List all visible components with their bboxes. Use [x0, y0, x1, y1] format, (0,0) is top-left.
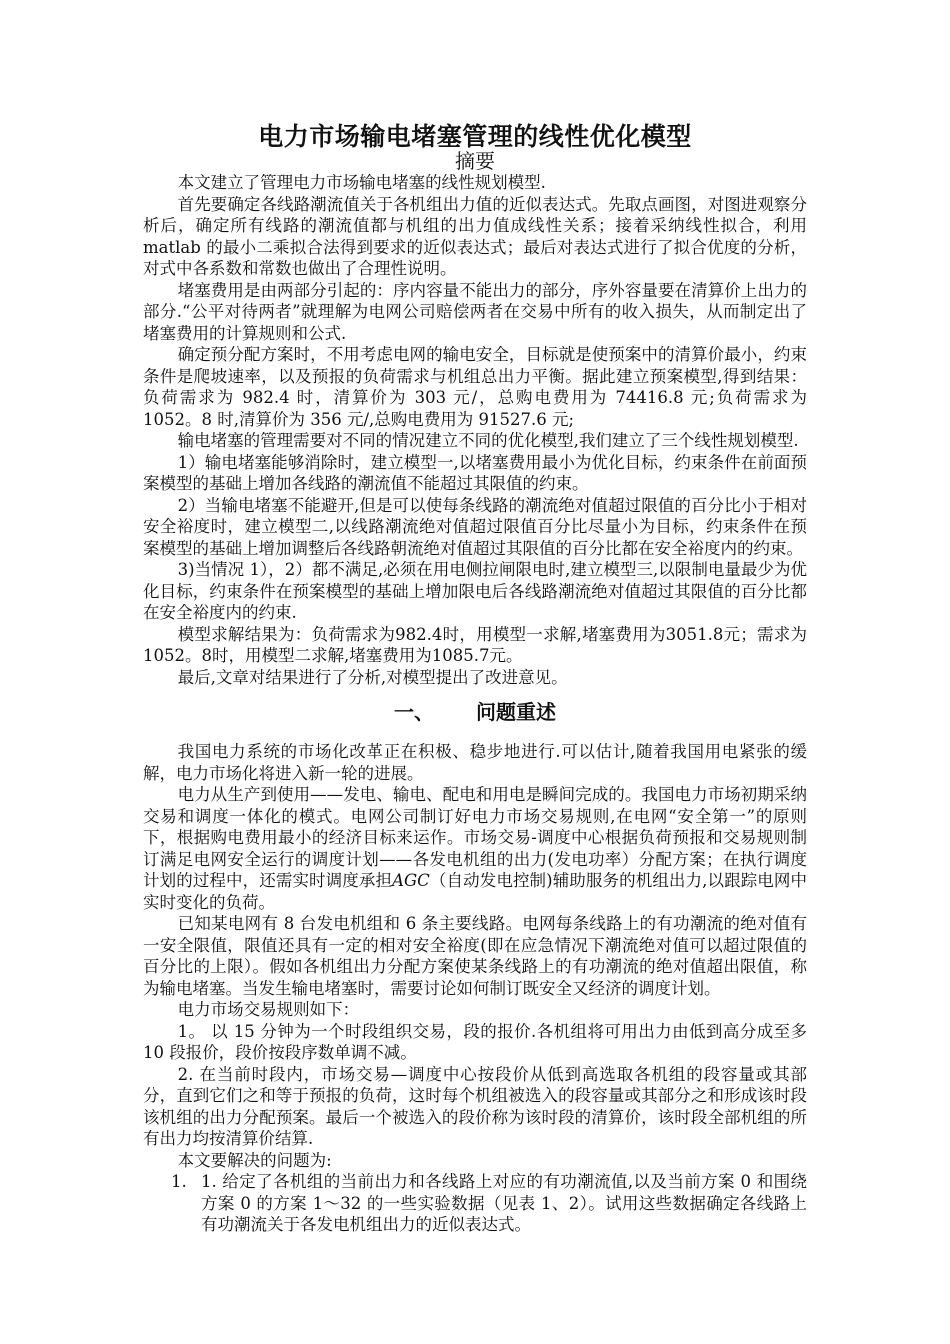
list-marker: 1. — [171, 1172, 187, 1191]
agc-term: AGC — [392, 871, 430, 890]
section-heading — [0, 700, 950, 724]
list-item-text: 1. 给定了各机组的当前出力和各线路上对应的有功潮流值,以及当前方案 0 和围绕方案 0 的方案 1～32 的一些实验数据（见表 1、2）。试用这些数据确定各线路上有功潮流关于各发电机组出力的近似表达式。 — [201, 1172, 807, 1234]
abstract-paragraph: 首先要确定各线路潮流值关于各机组出力值的近似表达式。先取点画图，对图进观察分析后，确定所有线路的潮流值都与机组的出力值成线性关系；接着采纳线性拟合，利用 matlab 的最小二乘拟合法得到要求的近似表达式；最后对表达式进行了拟合优度的分析，对式中各系数和常数也做出了合理性说明。 — [143, 194, 807, 278]
abstract-paragraph: 1）输电堵塞能够消除时，建立模型一,以堵塞费用最小为优化目标，约束条件在前面预案模型的基础上增加各线路的潮流值不能超过其限值的约束。 — [143, 452, 807, 493]
body-paragraph — [143, 784, 807, 913]
list-item — [143, 1171, 807, 1236]
body-paragraph: 电力市场交易规则如下： — [177, 1000, 360, 1019]
paper-title: 电力市场输电堵塞管理的线性优化模型 — [258, 122, 692, 151]
abstract-heading: 摘要 — [455, 149, 495, 173]
section-title: 问题重述 — [476, 700, 556, 724]
body-paragraph: 2. 在当前时段内，市场交易—调度中心按段价从低到高选取各机组的段容量或其部分，直到它们之和等于预报的负荷，这时每个机组被选入的段容量或其部分之和形成该时段该机组的出力分配预案。最后一个被选入的段价称为该时段的清算价，该时段全部机组的所有出力均按清算价结算. — [143, 1064, 807, 1148]
body-text: （自动发电控制)辅助服务的机组出力,以跟踪电网中实时变化的负荷。 — [143, 871, 808, 912]
abstract-body — [143, 172, 807, 688]
abstract-paragraph: 输电堵塞的管理需要对不同的情况建立不同的优化模型,我们建立了三个线性规划模型. — [177, 431, 799, 450]
abstract-paragraph: 2）当输电堵塞不能避开,但是可以使每条线路的潮流绝对值超过限值的百分比小于相对安全裕度时，建立模型二,以线路潮流绝对值超过限值百分比尽量小为目标，约束条件在预案模型的基础上增加调整后各线路朝流绝对值超过其限值的百分比都在安全裕度内的约束。 — [143, 495, 807, 558]
section-body — [143, 741, 807, 1236]
body-paragraph: 本文要解决的问题为: — [177, 1150, 332, 1170]
abstract-paragraph: 确定预分配方案时，不用考虑电网的输电安全，目标就是使预案中的清算价最小，约束条件是爬坡速率，以及预报的负荷需求与机组总出力平衡。据此建立预案模型,得到结果：负荷需求为 982.4 时，清算价为 303 元/，总购电费用为 74416.8 元;负荷需求为 1052。8 时,清算价为 356 元/,总购电费用为 91527.6 元; — [143, 345, 807, 429]
abstract-paragraph: 本文建立了管理电力市场输电堵塞的线性规划模型. — [177, 173, 546, 192]
abstract-paragraph: 模型求解结果为：负荷需求为982.4时，用模型一求解,堵塞费用为3051.8元；需求为1052。8时，用模型二求解,堵塞费用为1085.7元。 — [143, 624, 807, 665]
problem-list — [143, 1171, 807, 1236]
body-paragraph: 1。 以 15 分钟为一个时段组织交易，段的报价.各机组将可用出力由低到高分成至多 10 段报价，段价按段序数单调不减。 — [143, 1021, 807, 1062]
abstract-paragraph: 最后,文章对结果进行了分析,对模型提出了改进意见。 — [177, 667, 568, 687]
body-paragraph: 已知某电网有 8 台发电机组和 6 条主要线路。电网每条线路上的有功潮流的绝对值有一安全限值，限值还具有一定的相对安全裕度(即在应急情况下潮流绝对值可以超过限值的百分比的上限）。假如各机组出力分配方案使某条线路上的有功潮流的绝对值超出限值，称为输电堵塞。当发生输电堵塞时，需要讨论如何制订既安全又经济的调度计划。 — [143, 914, 807, 998]
body-text: 电力从生产到使用——发电、输电、配电和用电是瞬间完成的。我国电力市场初期采纳交易和调度一体化的模式。电网公司制订好电力市场交易规则,在电网“安全第一”的原则下，根据购电费用最小的经济目标来运作。市场交易-调度中心根据负荷预报和交易规则制订满足电网安全运行的调度计划——各发电机组的出力(发电功率）分配方案；在执行调度计划的过程中，还需实时调度承担 — [143, 785, 807, 890]
section-number: 一、 — [394, 700, 434, 724]
body-paragraph: 我国电力系统的市场化改革正在积极、稳步地进行.可以估计,随着我国用电紧张的缓解，电力市场化将进入新一轮的进展。 — [143, 742, 807, 783]
abstract-paragraph: 3)当情况 1），2）都不满足,必须在用电侧拉闸限电时,建立模型三,以限制电量最少为优化目标，约束条件在预案模型的基础上增加限电后各线路潮流绝对值超过其限值的百分比都在安全裕度内的约束. — [143, 560, 807, 622]
abstract-paragraph: 堵塞费用是由两部分引起的：序内容量不能出力的部分，序外容量要在清算价上出力的部分.“公平对待两者”就理解为电网公司赔偿两者在交易中所有的收入损失，从而制定出了堵塞费用的计算规则和公式. — [143, 280, 807, 343]
